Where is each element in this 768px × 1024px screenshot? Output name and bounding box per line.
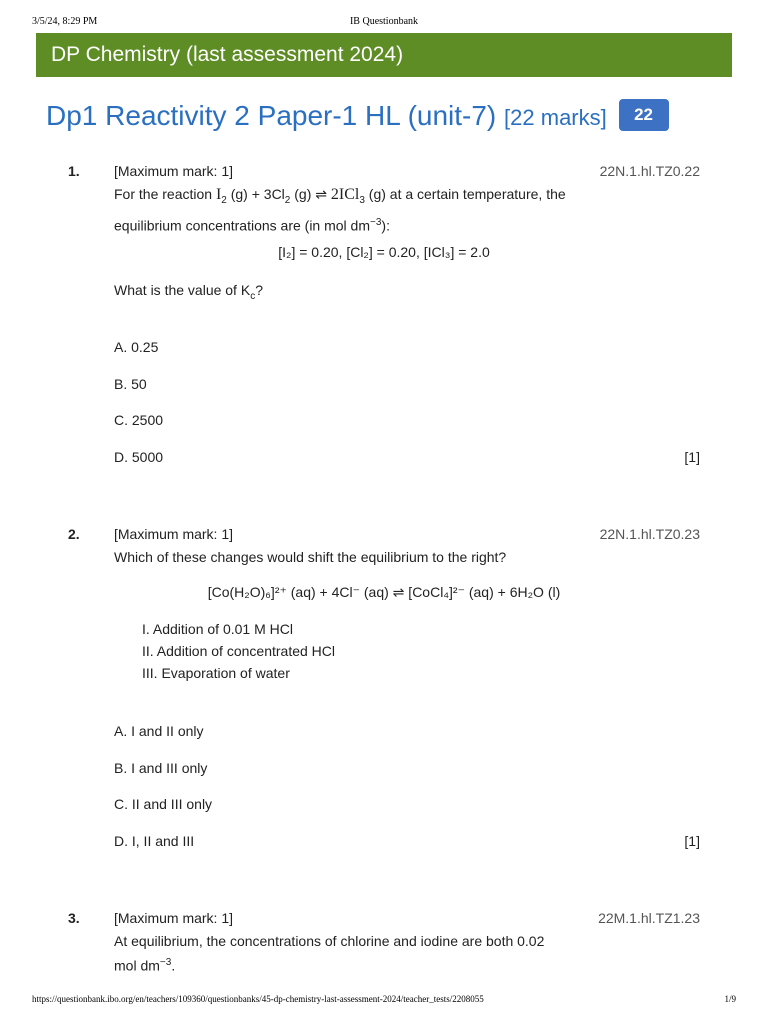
question-code: 22N.1.hl.TZ0.22 [599,163,700,179]
marks-badge: 22 [619,99,669,131]
option-c: C. 2500 [114,412,164,428]
question-text: What is the value of $K_c$? [114,282,263,302]
question-intro: For the reaction $I_2$ $(g) + 3Cl_2$ (g) ⇌ 2ICl$_3$ (g) at a certain temperature, the equilibrium concentrations are (in mol $dm^{-3}$): [114,186,566,234]
question-number: 3. [68,910,80,926]
question-number: 2. [68,526,80,542]
print-datetime: 3/5/24, 8:29 PM [32,16,98,27]
option-a: A. 0.25 [114,339,159,355]
question-code: 22N.1.hl.TZ0.23 [599,526,700,542]
equilibrium-concentrations: [I₂] = 0.20, [Cl₂] = 0.20, [ICl₃] = 2.0 [278,244,490,260]
statement-2: II. Addition of concentrated HCl [142,643,335,659]
max-mark: [Maximum mark: 1] [114,163,234,179]
option-c: C. II and III only [114,796,213,812]
question-number: 1. [68,163,80,179]
equilibrium-equation: [Co(H₂O)₆]²⁺ (aq) + 4Cl⁻ (aq) ⇌ [CoCl₄]²⁻ (aq) + 6H₂O (l) [207,584,561,600]
question-text: Which of these changes would shift the equilibrium to the right? [114,549,507,565]
course-banner: DP Chemistry (last assessment 2024) [36,33,732,77]
title-text: Dp1 Reactivity 2 Paper-1 HL (unit-7) [46,100,505,131]
mark-value: [1] [684,833,700,849]
question-code: 22M.1.hl.TZ1.23 [598,910,700,926]
option-a: A. I and II only [114,723,204,739]
page-url: https://questionbank.ibo.org/en/teachers/109360/questionbanks/45-dp-chemistry-last-assessment-2024/teacher_tests/2208055 [32,994,484,1004]
mark-value: [1] [684,449,700,465]
statement-1: I. Addition of 0.01 M HCl [142,621,293,637]
page-title [46,96,726,136]
option-d: D. 5000 [114,449,164,465]
print-header [32,16,736,30]
option-b: B. 50 [114,376,147,392]
option-b: B. I and III only [114,760,208,776]
max-mark: [Maximum mark: 1] [114,526,234,542]
option-d: D. I, II and III [114,833,195,849]
title-marks: [22 marks] [504,105,607,130]
question-text: At equilibrium, the concentrations of chlorine and iodine are both 0.02 mol $dm^{-3}$. [114,933,545,974]
max-mark: [Maximum mark: 1] [114,910,234,926]
page-number: 1/9 [724,994,736,1004]
print-title: IB Questionbank [349,16,419,27]
print-footer [32,994,736,1006]
statement-3: III. Evaporation of water [142,665,290,681]
